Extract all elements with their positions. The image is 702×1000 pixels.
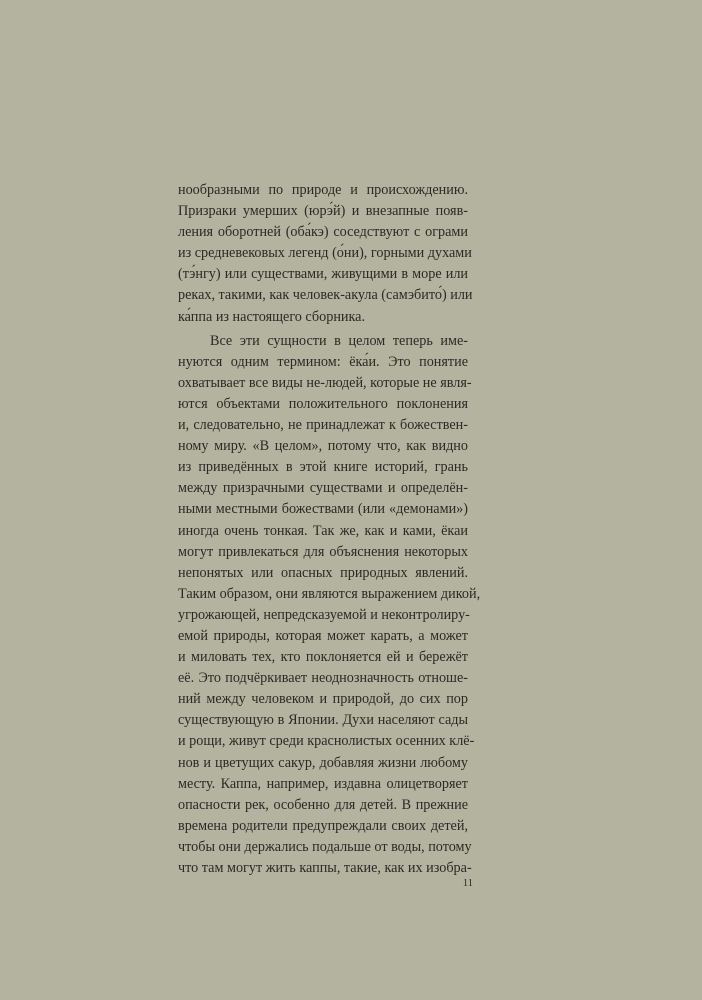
text-line: ний между человеком и природой, до сих пор [178,691,468,708]
text-line: что там могут жить каппы, такие, как их изобра- [178,860,472,876]
text-line: нообразными по природе и происхождению. [178,182,468,198]
text-line: (тэ́нгу) или существами, живущими в море или [178,266,468,283]
text-line: времена родители предупреждали своих детей, [178,817,468,834]
text-line: емой природы, которая может карать, а может [178,627,468,644]
text-line: и миловать тех, кто поклоняется ей и бережёт [178,649,468,666]
text-line: охватывает все виды не-людей, которые не явля- [178,374,472,391]
body-text [178,180,481,879]
page-number: 11 [462,878,473,889]
text-line: и рощи, живут среди краснолистых осенних клё- [178,733,475,750]
text-line: чтобы они держались подальше от воды, потому [178,838,472,855]
text-line: ному миру. «В целом», потому что, как видно [178,438,468,455]
text-line: нов и цветущих сакур, добавляя жизни любому [178,754,468,771]
text-line: между призрачными существами и определён- [178,480,468,497]
text-line: угрожающей, непредсказуемой и неконтролиру- [178,606,470,623]
text-line: иногда очень тонкая. Так же, как и ками, ёкаи [178,522,468,539]
text-line: из приведённых в этой книге историй, грань [178,459,468,476]
text-line: Все эти сущности в целом теперь име- [210,332,468,349]
text-line: реках, такими, как человек-акула (самэбито́) или [178,287,473,304]
text-line: ка́ппа из настоящего сборника. [178,308,366,325]
text-line: её. Это подчёркивает неоднозначность отноше- [178,670,468,687]
text-line: нуются одним термином: ёка́и. Это понятие [178,353,468,370]
text-line: опасности рек, особенно для детей. В прежние [178,796,468,813]
text-line: Призраки умерших (юрэ́й) и внезапные появ- [178,203,468,220]
text-line: и, следовательно, не принадлежат к божествен- [178,417,468,434]
text-line: ления оборотней (оба́кэ) соседствуют с ограми [178,224,468,241]
text-line: ными местными божествами (или «демонами») [178,501,468,518]
text-line: существующую в Японии. Духи населяют сады [178,712,468,729]
text-line: могут привлекаться для объяснения некоторых [178,543,468,560]
text-line: ются объектами положительного поклонения [178,395,468,412]
text-line: месту. Каппа, например, издавна олицетворяет [178,775,468,792]
text-line: из средневековых легенд (о́ни), горными духами [178,245,472,262]
text-line: непонятых или опасных природных явлений. [178,564,468,581]
text-line: Таким образом, они являются выражением дикой, [178,585,481,602]
